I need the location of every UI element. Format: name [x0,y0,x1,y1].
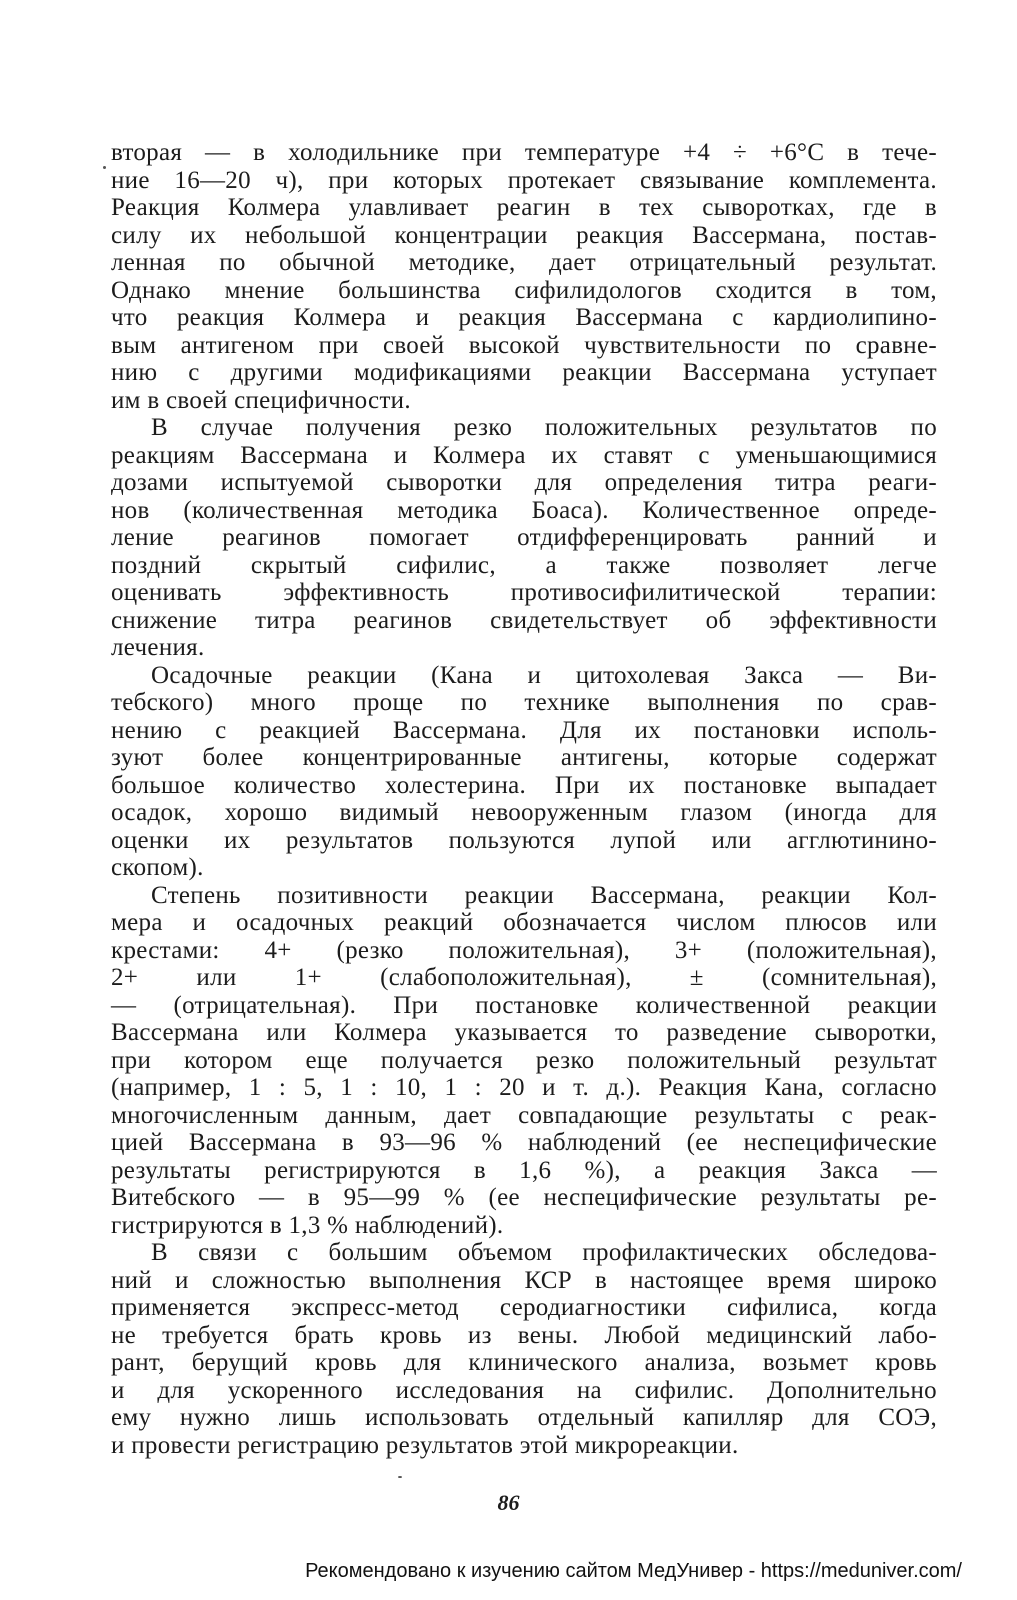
text-line: вторая — в холодильнике при температуре +4 ÷ +6°С в тече- [111,139,937,166]
text-line: оценки их результатов пользуются лупой или агглютинино- [111,826,937,854]
text-line: им в своей специфичности. [111,386,411,414]
text-line: Степень позитивности реакции Вассермана, реакции Кол- [151,881,937,909]
text-line: В связи с большим объемом профилактических обследова- [151,1239,937,1266]
text-line: ему нужно лишь использовать отдельный капилляр для СОЭ, [111,1404,937,1431]
page-number: 86 [497,1490,520,1515]
text-line: — (отрицательная). При постановке количественной реакции [111,991,937,1019]
text-line: (например, 1 : 5, 1 : 10, 1 : 20 и т. д.). Реакция Кана, согласно [111,1074,937,1101]
text-line: лечения. [111,634,205,661]
text-line: ленная по обычной методике, дает отрицательный результат. [111,249,937,276]
text-line: ние 16—20 ч), при которых протекает связывание комплемента. [111,166,937,194]
text-line: реакциям Вассермана и Колмера их ставят с уменьшающимися [111,441,937,469]
text-line: и провести регистрацию результатов этой микрореакции. [111,1431,739,1459]
text-line: оценивать эффективность противосифилитической терапии: [111,579,937,606]
body-text [111,139,937,1459]
text-line: рант, берущий кровь для клинического анализа, возьмет кровь [111,1349,937,1376]
text-line: силу их небольшой концентрации реакция Вассермана, постав- [111,221,937,249]
text-line: зуют более концентрированные антигены, которые содержат [111,744,937,771]
text-line: Осадочные реакции (Кана и цитохолевая Закса — Ви- [151,661,937,689]
text-line: нению с реакцией Вассермана. Для их постановки исполь- [111,716,937,744]
text-line: не требуется брать кровь из вены. Любой медицинский лабо- [111,1321,937,1349]
text-line: вым антигеном при своей высокой чувствительности по сравне- [111,331,937,359]
text-line: гистрируются в 1,3 % наблюдений). [111,1211,504,1239]
text-line: поздний скрытый сифилис, а также позволяет легче [111,551,937,579]
text-line: В случае получения резко положительных результатов по [151,414,937,441]
text-line: крестами: 4+ (резко положительная), 3+ (положительная), [111,936,937,964]
text-line: скопом). [111,854,204,881]
text-line: Однако мнение большинства сифилидологов сходится в том, [111,276,937,304]
text-line: что реакция Колмера и реакция Вассермана с кардиолипино- [111,304,937,331]
text-line: Реакция Колмера улавливает реагин в тех сыворотках, где в [111,194,937,221]
text-line: нию с другими модификациями реакции Вассермана уступает [111,359,937,386]
text-line: Витебского — в 95—99 % (ее неспецифические результаты ре- [111,1184,937,1211]
print-speck [103,166,106,169]
text-line: цией Вассермана в 93—96 % наблюдений (ее неспецифические [111,1129,937,1156]
text-line: тебского) много проще по технике выполнения по срав- [111,689,937,716]
text-line: ний и сложностью выполнения КСР в настоящее время широко [111,1266,937,1294]
text-line: снижение титра реагинов свидетельствует об эффективности [111,606,937,634]
text-line: нов (количественная методика Боаса). Количественное опреде- [111,496,937,524]
text-line: 2+ или 1+ (слабоположительная), ± (сомнительная), [111,964,937,991]
print-speck [398,1476,402,1478]
text-line: и для ускоренного исследования на сифилис. Дополнительно [111,1376,937,1404]
text-line: осадок, хорошо видимый невооруженным глазом (иногда для [111,799,937,826]
footer-watermark-text: Рекомендовано к изучению сайтом МедУнивер - https://meduniver.com/ [305,1560,962,1582]
text-line: Вассермана или Колмера указывается то разведение сыворотки, [111,1019,937,1046]
text-line: результаты регистрируются в 1,6 %), а реакция Закса — [111,1156,937,1184]
text-line: многочисленным данным, дает совпадающие результаты с реак- [111,1101,937,1129]
text-line: при котором еще получается резко положительный результат [111,1046,937,1074]
text-line: большое количество холестерина. При их постановке выпадает [111,771,937,799]
text-line: мера и осадочных реакций обозначается числом плюсов или [111,909,937,936]
text-line: дозами испытуемой сыворотки для определения титра реаги- [111,469,937,496]
text-line: применяется экспресс-метод серодиагностики сифилиса, когда [111,1294,937,1321]
text-line: ление реагинов помогает отдифференцировать ранний и [111,524,937,551]
